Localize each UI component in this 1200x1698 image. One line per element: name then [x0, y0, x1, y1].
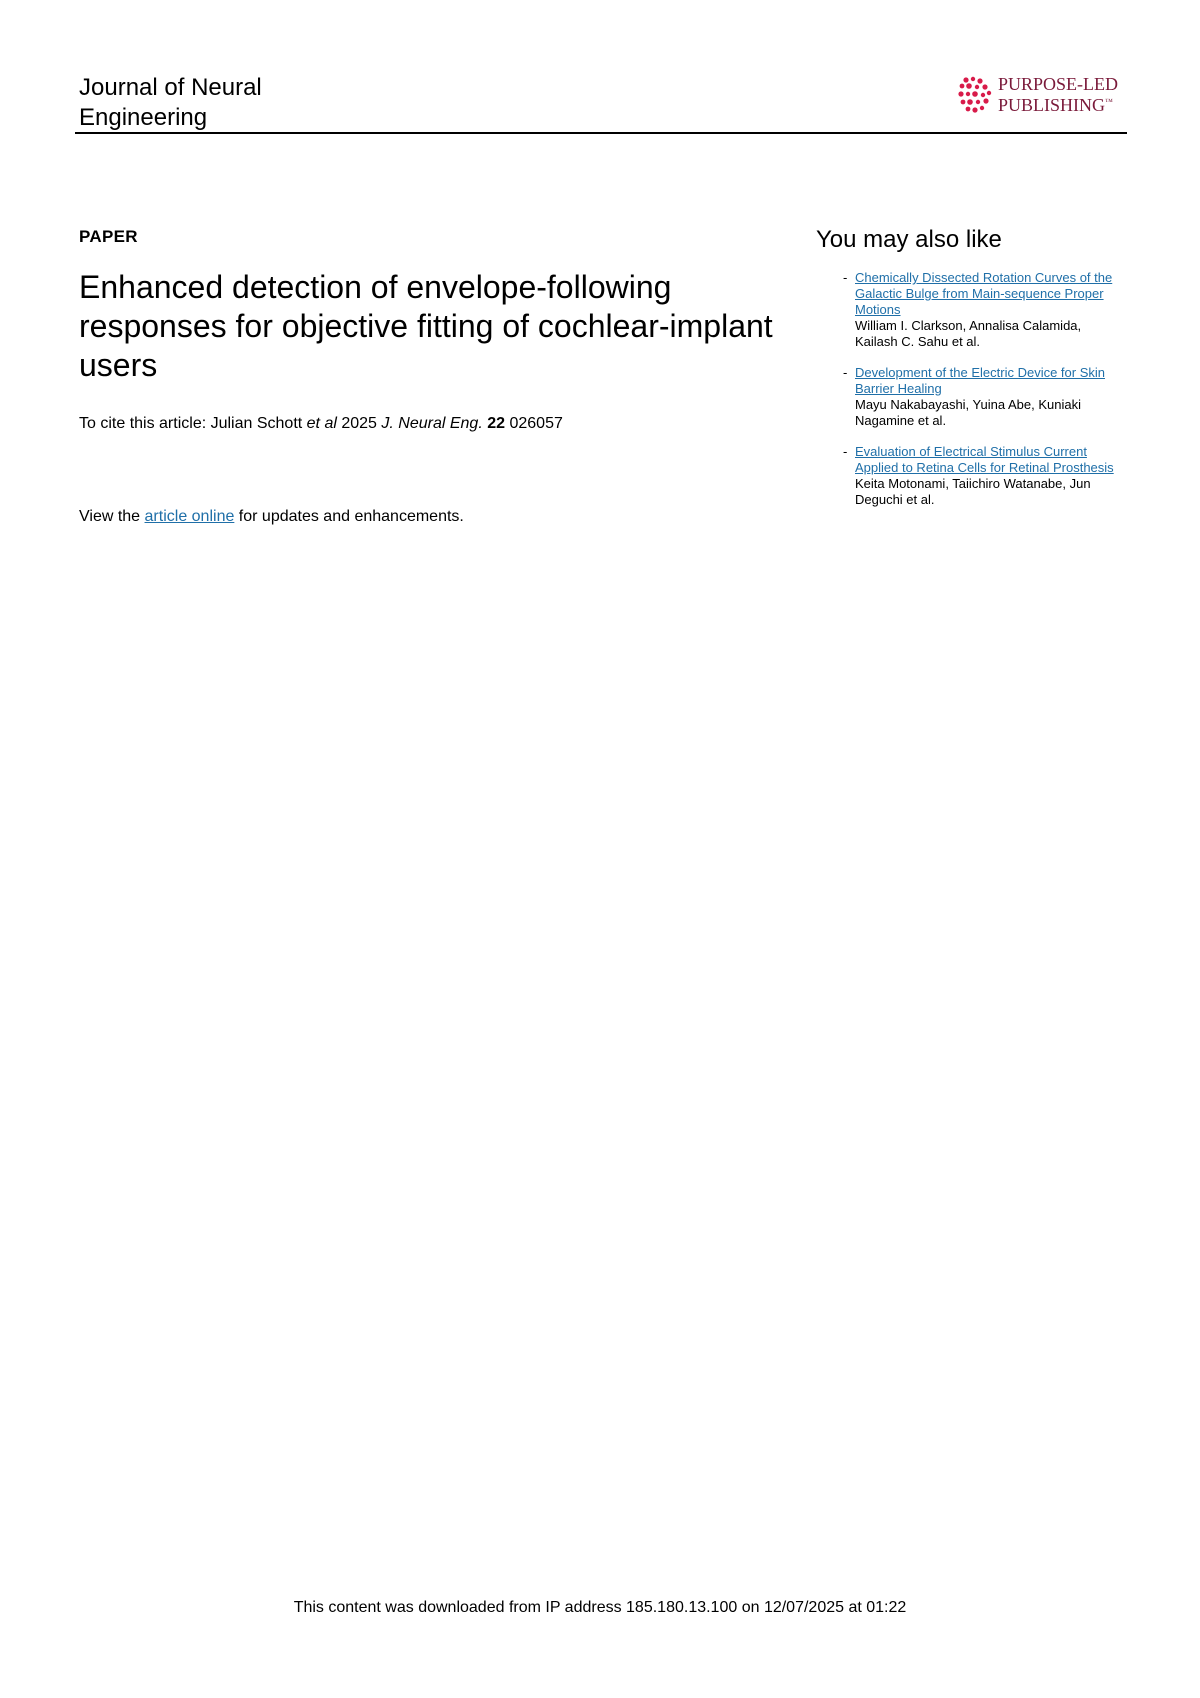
related-article-link[interactable]: Chemically Dissected Rotation Curves of the Galactic Bulge from Main-sequence Proper Motions — [855, 270, 1113, 317]
related-article-item — [843, 444, 1123, 508]
related-article-authors: William I. Clarkson, Annalisa Calamida, Kailash C. Sahu et al. — [855, 318, 1082, 349]
view-online — [79, 507, 799, 527]
related-article-authors: Keita Motonami, Taiichiro Watanabe, Jun Deguchi et al. — [855, 476, 1091, 507]
journal-name: Journal of Neural Engineering — [79, 74, 262, 131]
citation-prefix: To cite this article: Julian Schott — [79, 415, 307, 432]
citation-volume: 22 — [487, 415, 506, 432]
publisher-line-1: PURPOSE-LED — [998, 74, 1119, 94]
download-notice: This content was downloaded from IP address 185.180.13.100 on 12/07/2025 at 01:22 — [293, 1599, 907, 1616]
view-online-prefix: View the — [79, 508, 145, 525]
publisher-trademark: ™ — [1105, 97, 1113, 106]
related-article-item — [843, 270, 1123, 350]
citation — [79, 414, 799, 434]
section-label: PAPER — [79, 227, 138, 246]
publisher-logo[interactable] — [958, 76, 1118, 114]
related-article-link[interactable]: Evaluation of Electrical Stimulus Current Applied to Retina Cells for Retinal Prosthesis — [855, 444, 1114, 475]
list-dash: - — [843, 444, 848, 459]
related-article-item — [843, 365, 1123, 429]
header-rule — [75, 132, 1127, 134]
publisher-line-2 — [998, 93, 1118, 114]
related-article-link[interactable]: Development of the Electric Device for Skin Barrier Healing — [855, 365, 1105, 396]
citation-article-number: 026057 — [505, 415, 563, 432]
citation-journal: J. Neural Eng. — [381, 415, 483, 432]
sidebar-heading: You may also like — [816, 226, 1002, 253]
article-title: Enhanced detection of envelope-following responses for objective fitting of cochlear-implant users — [79, 269, 773, 383]
related-articles-list — [843, 270, 1123, 523]
list-dash: - — [843, 365, 848, 380]
publisher-line-2-text: PUBLISHING — [998, 95, 1106, 115]
list-dash: - — [843, 270, 848, 285]
article-online-link[interactable]: article online — [144, 508, 235, 525]
view-online-suffix: for updates and enhancements. — [234, 508, 464, 525]
related-article-authors: Mayu Nakabayashi, Yuina Abe, Kuniaki Nagamine et al. — [855, 397, 1081, 428]
citation-year: 2025 — [336, 415, 382, 432]
citation-et-al: et al — [306, 415, 337, 432]
publisher-dots-icon — [958, 76, 992, 114]
publisher-name — [998, 76, 1118, 114]
